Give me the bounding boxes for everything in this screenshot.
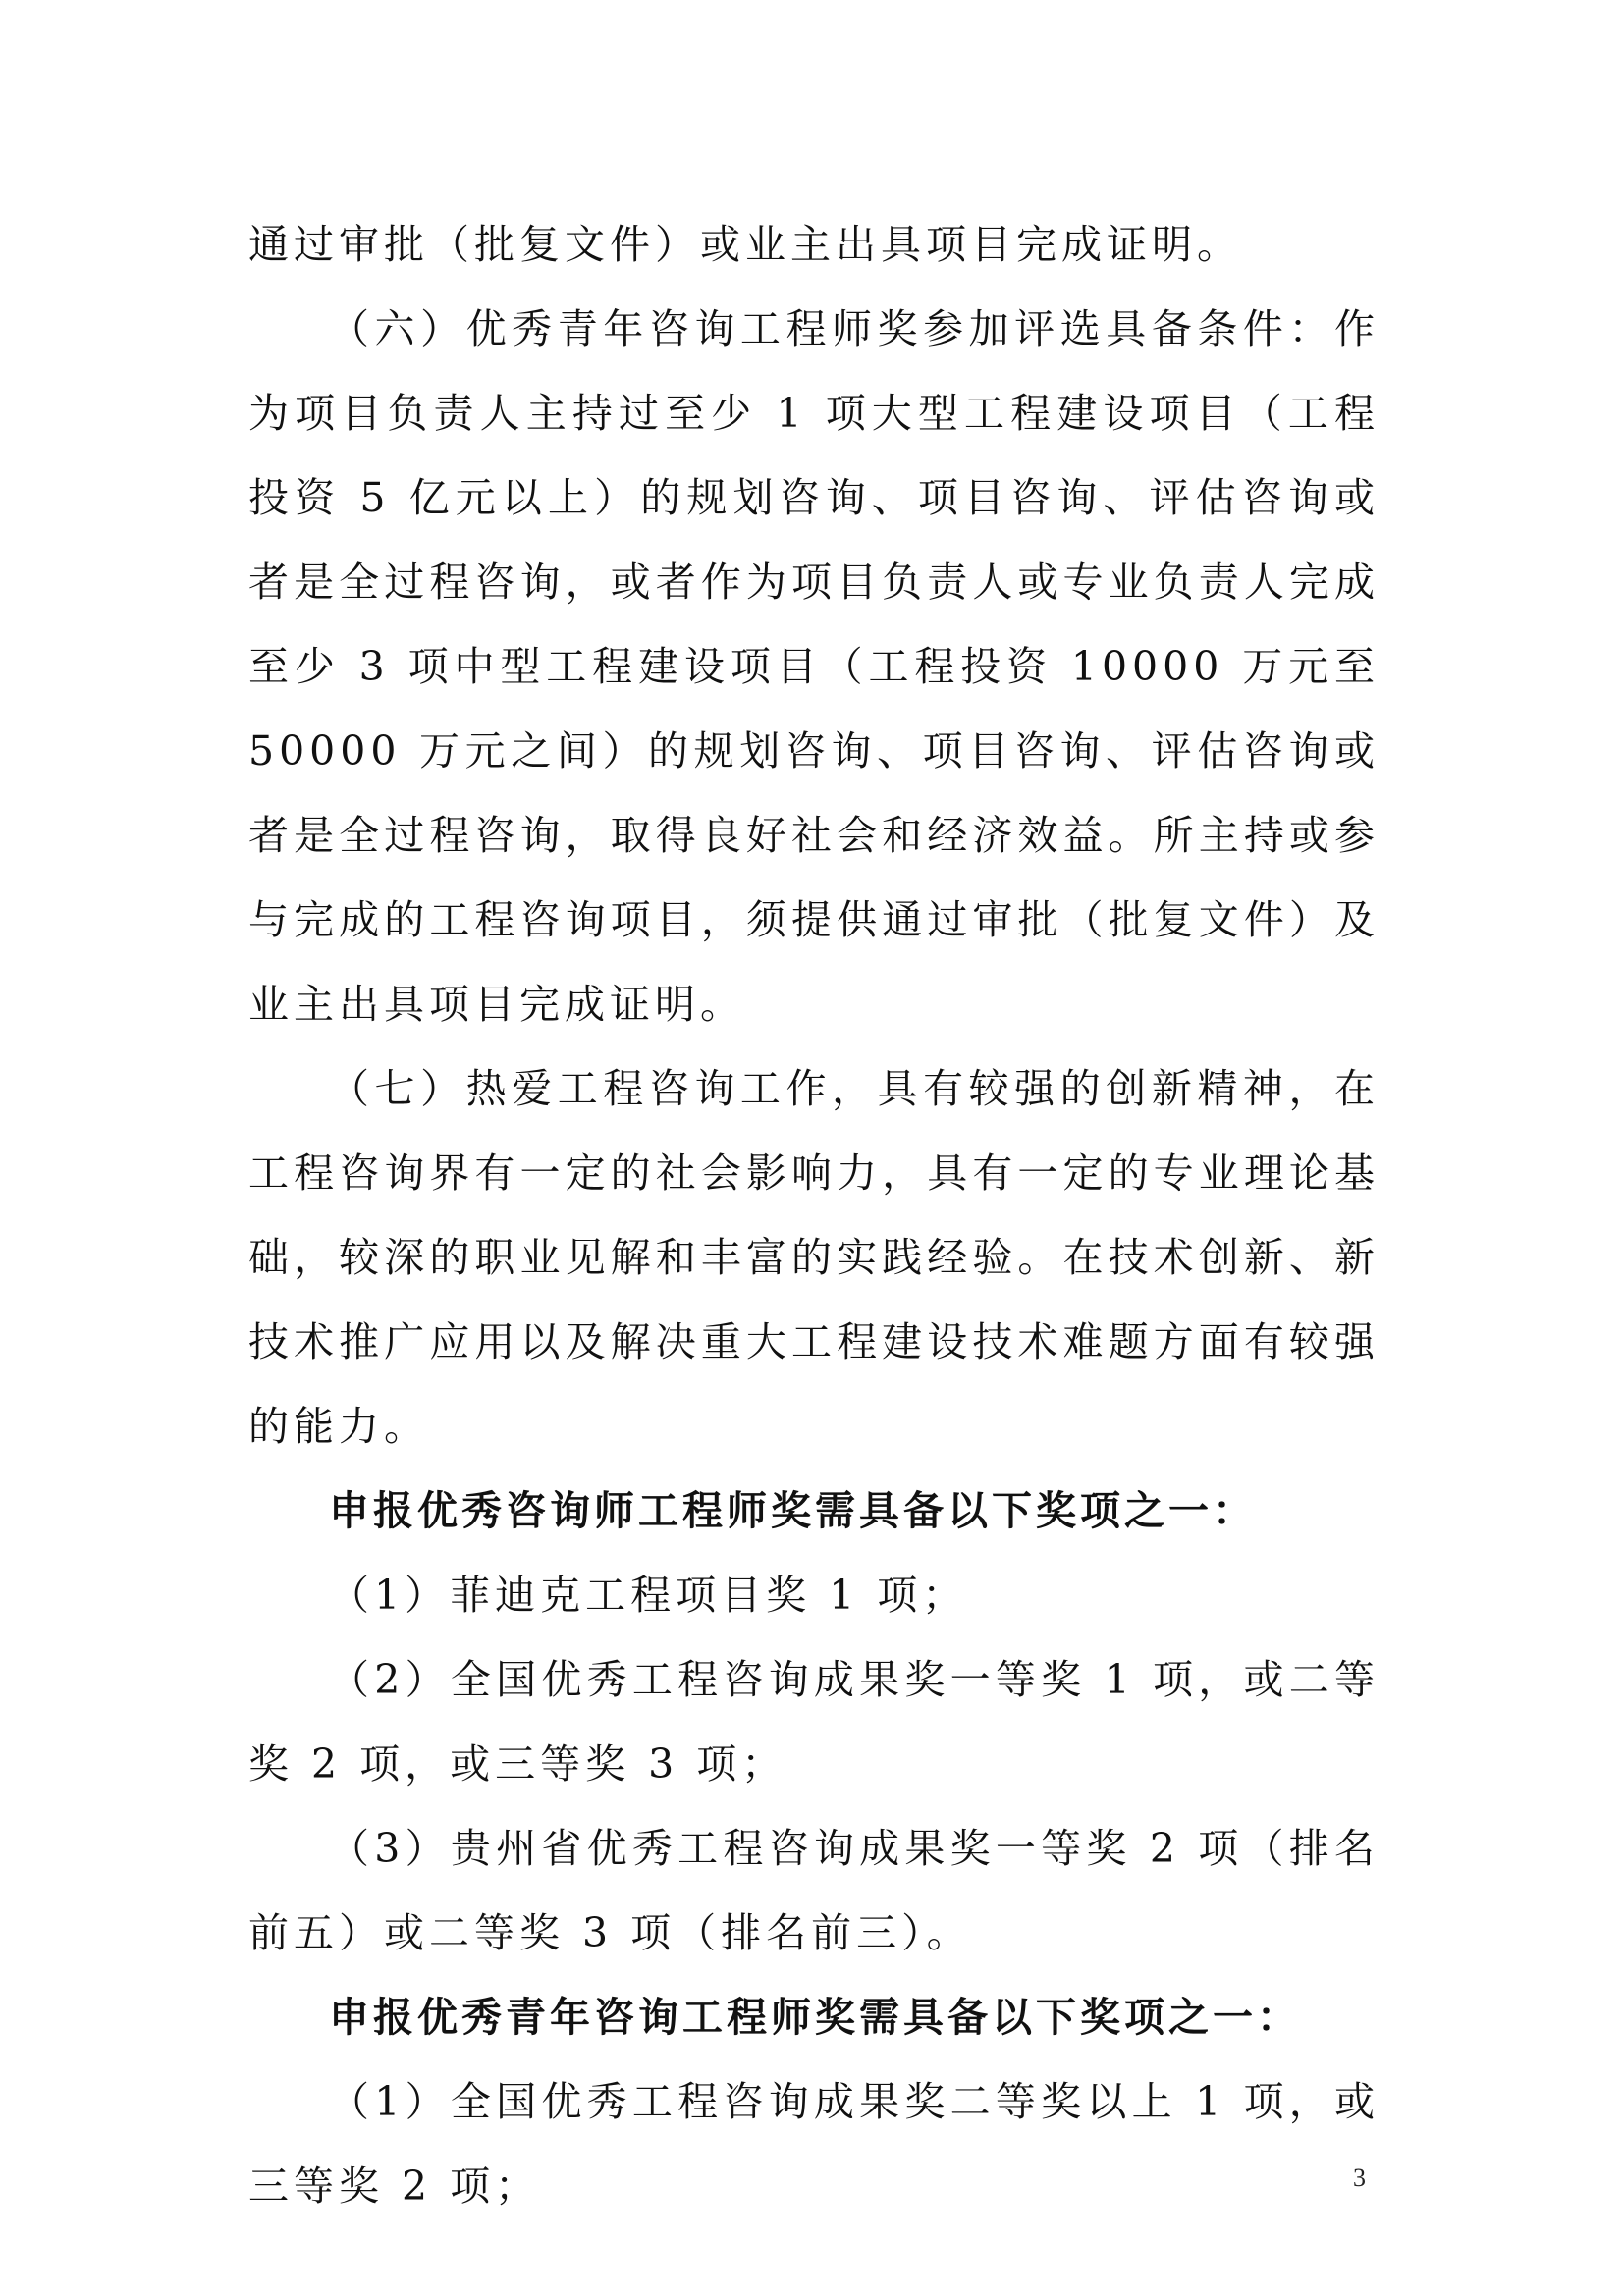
page-number: 3 bbox=[1353, 2163, 1366, 2192]
paragraph-professional-requirements: （七）热爱工程咨询工作，具有较强的创新精神，在工程咨询界有一定的社会影响力，具有一定的专业理论基础，较深的职业见解和丰富的实践经验。在技术创新、新技术推广应用以及解决重大工程建设技术难题方面有较强的能力。 bbox=[248, 1065, 1380, 1450]
heading-consultant-award-requirements: 申报优秀咨询师工程师奖需具备以下奖项之一： bbox=[329, 1487, 1257, 1534]
paragraph-youth-award-conditions: （六）优秀青年咨询工程师奖参加评选具备条件：作为项目负责人主持过至少 1 项大型工程建设项目（工程投资 5 亿元以上）的规划咨询、项目咨询、评估咨询或者是全过程咨询，或者作为项目负责人或专业负责人完成至少 3 项中型工程建设项目（工程投资 10000 万元至 50000 万元之间）的规划咨询、项目咨询、评估咨询或者是全过程咨询，取得良好社会和经济效益。所主持或参与完成的工程咨询项目，须提供通过审批（批复文件）及业主出具项目完成证明。 bbox=[248, 305, 1380, 1028]
body-text bbox=[248, 202, 1380, 2228]
heading-youth-award-requirements: 申报优秀青年咨询工程师奖需具备以下奖项之一： bbox=[329, 1994, 1301, 2041]
list-item-fidic-award: （1）菲迪克工程项目奖 1 项； bbox=[329, 1572, 968, 1619]
paragraph-approval-proof: 通过审批（批复文件）或业主出具项目完成证明。 bbox=[248, 221, 1242, 268]
list-item-national-award: （2）全国优秀工程咨询成果奖一等奖 1 项，或二等奖 2 项，或三等奖 3 项； bbox=[248, 1656, 1380, 1788]
list-item-youth-national-award: （1）全国优秀工程咨询成果奖二等奖以上 1 项，或三等奖 2 项； bbox=[248, 2078, 1380, 2210]
list-item-guizhou-award: （3）贵州省优秀工程咨询成果奖一等奖 2 项（排名前五）或二等奖 3 项（排名前三）。 bbox=[248, 1825, 1380, 1956]
